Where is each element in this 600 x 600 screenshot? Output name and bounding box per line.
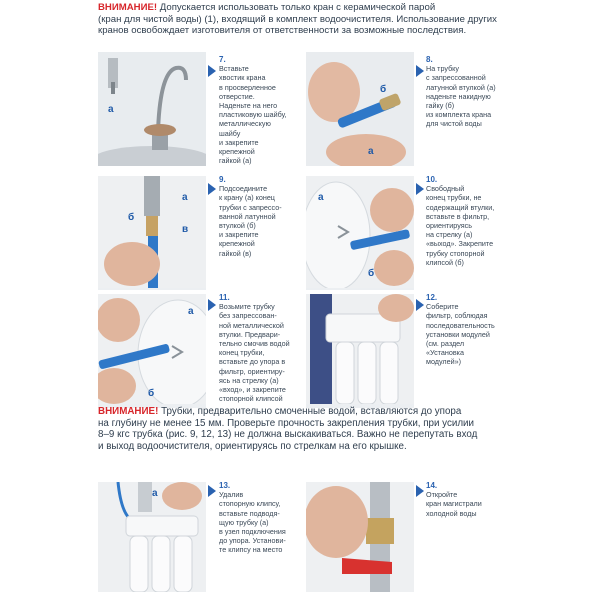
step-11-line: ной металлической	[219, 320, 284, 330]
step-11-line: Возьмите трубку	[219, 302, 275, 312]
step-11-line: ясь на стрелку (а)	[219, 375, 279, 385]
arrow-icon-step-10	[416, 182, 424, 200]
photo-9-label-v: в	[182, 224, 189, 235]
top-warning-line-2: (кран для чистой воды) (1), входящий в комплект водоочистителя. Использование других	[98, 13, 497, 25]
step-11-number: 11.	[219, 293, 230, 302]
photo-8-label-b: б	[380, 84, 387, 95]
step-8-line: гайку (б)	[426, 101, 455, 111]
step-12-line: установки модулей	[426, 329, 490, 339]
arrow-icon-step-14	[416, 484, 424, 502]
photo-step-14	[306, 482, 414, 592]
step-13-line: в узел подключения	[219, 527, 286, 537]
photo-9-label-b: б	[128, 212, 135, 223]
step-7-line: гайкой (а)	[219, 156, 252, 166]
step-9-line: ванной латунной	[219, 211, 276, 221]
step-10-line: на стрелку (а)	[426, 230, 473, 240]
step-13-line: Удалив	[219, 490, 244, 500]
step-10-line: конец трубки, не	[426, 193, 482, 203]
arrow-icon-step-8	[416, 64, 424, 82]
step-7-line: в просверленное	[219, 82, 276, 92]
middle-warning-line-3: 8–9 кгс трубка (рис. 9, 12, 13) не должна выскакиваться. Важно не перепутать вход	[98, 429, 478, 441]
step-8-text	[426, 55, 516, 129]
step-13-line: до упора. Установи-	[219, 536, 286, 546]
step-12-line: Соберите	[426, 302, 459, 312]
photo-11-label-a: а	[188, 306, 194, 317]
step-8-line: для чистой воды	[426, 119, 482, 129]
step-10-line: трубку стопорной	[426, 248, 485, 258]
step-9-line: крепежной	[219, 239, 255, 249]
step-13-line: вставьте подводя-	[219, 508, 280, 518]
step-11-line: конец трубки,	[219, 348, 265, 358]
step-9-line: трубки с запрессо-	[219, 202, 282, 212]
step-8-number: 8.	[426, 55, 433, 64]
arrow-icon-step-7	[208, 64, 216, 82]
photo-9-label-a: а	[182, 192, 188, 203]
photo-8-label-a: а	[368, 146, 374, 157]
step-14-number: 14.	[426, 481, 438, 490]
middle-warning-heading: ВНИМАНИЕ!	[98, 406, 159, 417]
middle-warning-line-1: Трубки, предварительно смоченные водой, вставляются до упора	[161, 406, 462, 417]
step-10-line: ориентируясь	[426, 221, 472, 231]
step-10-line: содержащий втулки,	[426, 202, 495, 212]
step-7-line: крепежной	[219, 147, 255, 157]
arrow-icon-step-11	[208, 298, 216, 316]
photo-step-10	[306, 176, 414, 290]
step-11-line: «вход», и закрепите	[219, 385, 286, 395]
step-12-line: модулей»)	[426, 357, 462, 367]
step-13-text	[219, 481, 305, 555]
step-9-line: к крану (а) конец	[219, 193, 275, 203]
step-7-line: и закрепите	[219, 137, 259, 147]
photo-10-label-b: б	[368, 268, 375, 279]
photo-step-12	[306, 294, 414, 408]
photo-step-13	[98, 482, 206, 592]
step-9-number: 9.	[219, 175, 226, 184]
step-9-line: и закрепите	[219, 230, 259, 240]
step-9-line: гайкой (в)	[219, 248, 252, 258]
step-11-line: без запрессован-	[219, 311, 277, 321]
step-7-line: хвостик крана	[219, 73, 266, 83]
photo-step-11	[98, 294, 206, 408]
step-8-line: На трубку	[426, 64, 460, 74]
photo-step-8	[306, 52, 414, 166]
step-14-line: холодной воды	[426, 508, 477, 518]
step-10-text	[426, 175, 516, 267]
step-7-line: Вставьте	[219, 64, 249, 74]
middle-warning-line-2: на глубину не менее 15 мм. Проверьте прочность закрепления трубки, при усилии	[98, 417, 475, 429]
step-7-line: Наденьте на него	[219, 101, 278, 111]
step-11-text	[219, 293, 305, 403]
photo-7-label-a: а	[108, 104, 114, 115]
step-10-line: клипсой (б)	[426, 257, 464, 267]
step-12-line: фильтр, соблюдая	[426, 311, 488, 321]
step-11-line: тельно смочив водой	[219, 339, 290, 349]
step-11-line: фильтр, ориентиру-	[219, 366, 285, 376]
top-warning-heading: ВНИМАНИЕ!	[98, 2, 158, 13]
step-10-line: «выход». Закрепите	[426, 239, 494, 249]
step-8-line: латунной втулкой (а)	[426, 82, 496, 92]
step-9-line: Подсоедините	[219, 184, 268, 194]
photo-step-9	[98, 176, 206, 290]
step-8-line: с запрессованной	[426, 73, 486, 83]
photo-step-7	[98, 52, 206, 166]
arrow-icon-step-12	[416, 298, 424, 316]
step-14-line: кран магистрали	[426, 499, 482, 509]
middle-warning	[98, 406, 506, 452]
step-12-text	[426, 293, 516, 367]
step-7-text	[219, 55, 305, 165]
step-13-line: те клипсу на место	[219, 545, 283, 555]
step-12-number: 12.	[426, 293, 438, 302]
step-11-line: вставьте до упора в	[219, 357, 286, 367]
step-7-number: 7.	[219, 55, 226, 64]
middle-warning-line-4: и выход водоочистителя, ориентируясь по стрелкам на его крышке.	[98, 440, 407, 452]
step-8-line: наденьте накидную	[426, 91, 491, 101]
step-13-line: стопорную клипсу,	[219, 499, 281, 509]
step-11-line: втулки. Предвари-	[219, 329, 281, 339]
step-12-line: последовательность	[426, 320, 495, 330]
step-13-line: щую трубку (а)	[219, 517, 269, 527]
top-warning-line-1: Допускается использовать только кран с керамической парой	[159, 2, 436, 13]
step-13-number: 13.	[219, 481, 231, 490]
step-9-line: втулкой (б)	[219, 221, 256, 231]
step-7-line: пластиковую шайбу,	[219, 110, 287, 120]
step-12-line: (см. раздел	[426, 339, 465, 349]
top-warning	[98, 2, 506, 37]
step-10-line: вставьте в фильтр,	[426, 211, 490, 221]
step-7-line: шайбу	[219, 128, 241, 138]
step-7-line: отверстие.	[219, 91, 255, 101]
top-warning-line-3: кранов освобождает изготовителя от ответственности за возможные последствия.	[98, 25, 467, 37]
step-7-line: металлическую	[219, 119, 271, 129]
photo-10-label-a: а	[318, 192, 324, 203]
arrow-icon-step-13	[208, 484, 216, 502]
step-9-text	[219, 175, 305, 258]
step-14-text	[426, 481, 516, 518]
photo-11-label-b: б	[148, 388, 155, 399]
step-14-line: Откройте	[426, 490, 458, 500]
step-8-line: из комплекта крана	[426, 110, 492, 120]
step-12-line: «Установка	[426, 348, 464, 358]
step-10-number: 10.	[426, 175, 438, 184]
step-11-line: стопорной клипсой	[219, 394, 283, 404]
photo-13-label-a: а	[152, 488, 158, 499]
step-10-line: Свободный	[426, 184, 465, 194]
arrow-icon-step-9	[208, 182, 216, 200]
